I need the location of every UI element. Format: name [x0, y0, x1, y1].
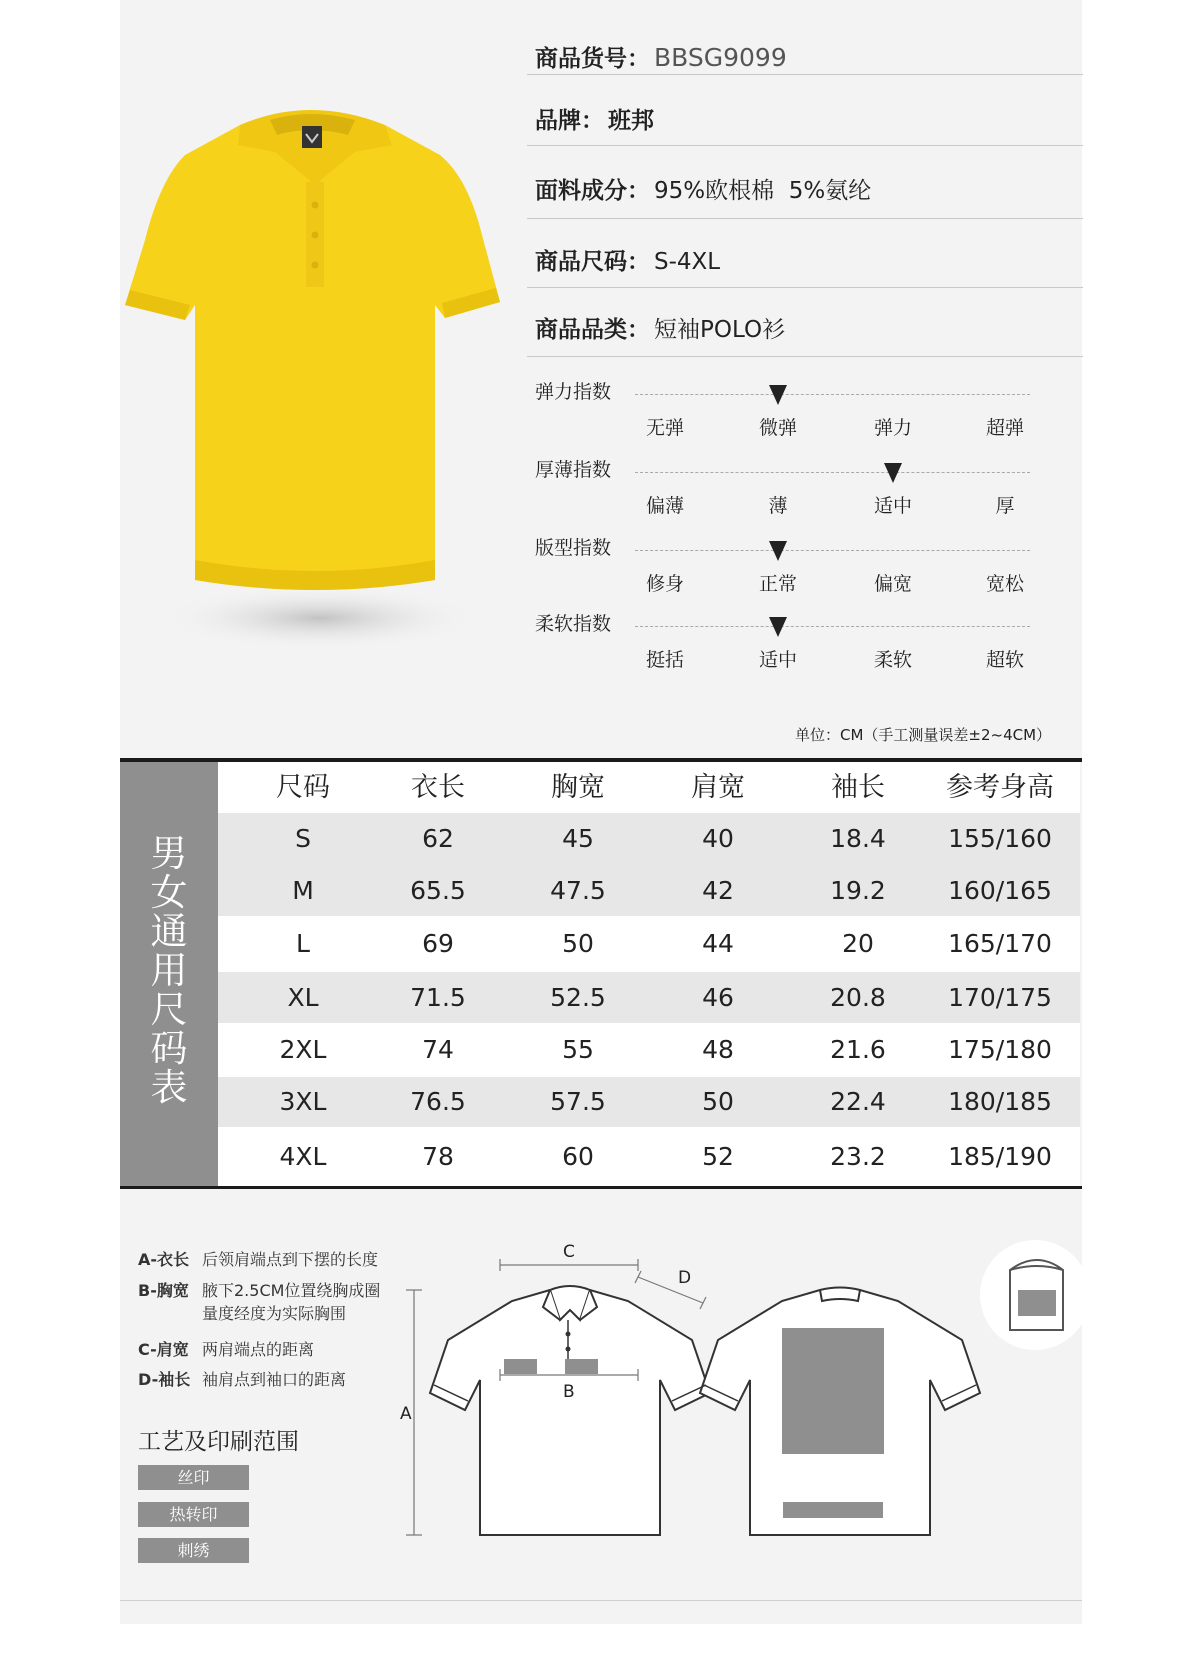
index-scale-line: [635, 394, 1030, 395]
bottom-divider: [120, 1600, 1082, 1601]
index-option: 薄: [768, 495, 788, 517]
table-cell: 19.2: [830, 876, 886, 905]
spec-divider: [527, 356, 1083, 357]
table-cell: 52.5: [550, 983, 606, 1012]
table-header-cell: 胸宽: [551, 772, 605, 803]
table-cell: 65.5: [410, 876, 466, 905]
table-cell: 50: [702, 1087, 734, 1116]
table-cell: 21.6: [830, 1035, 886, 1064]
table-row: [218, 1077, 1080, 1127]
diagram-label-a: A: [400, 1404, 412, 1424]
table-cell: 57.5: [550, 1087, 606, 1116]
index-option: 弹力: [873, 417, 912, 439]
table-cell: M: [292, 876, 314, 905]
table-cell: 20.8: [830, 983, 886, 1012]
index-pointer-icon: [769, 385, 787, 405]
measure-note-key: A-衣长: [138, 1250, 190, 1269]
table-header-cell: 肩宽: [691, 772, 745, 803]
table-row: [218, 865, 1080, 916]
yellow-polo-shirt-image: [120, 90, 510, 670]
print-area-back: [782, 1328, 884, 1454]
index-option: 挺括: [645, 649, 684, 671]
measure-note-c: [138, 1338, 314, 1361]
spec-item-no-label: 商品货号：: [535, 46, 650, 72]
spec-item-no-value: BBSG9099: [654, 43, 787, 72]
index-option: 适中: [758, 649, 797, 671]
table-cell: 44: [702, 929, 734, 958]
table-side-title: [120, 834, 218, 1107]
index-option: 修身: [645, 573, 684, 595]
spec-brand: [535, 102, 1083, 142]
print-area-back-hem: [783, 1502, 883, 1518]
table-row: [218, 813, 1080, 865]
table-cell: 60: [562, 1142, 594, 1171]
table-cell: 2XL: [279, 1035, 327, 1064]
table-header-cell: 衣长: [411, 772, 465, 803]
table-header-cell: 袖长: [831, 772, 885, 803]
table-cell: 165/170: [948, 929, 1052, 958]
index-option: 微弹: [758, 417, 797, 439]
index-label: 厚薄指数: [535, 459, 612, 481]
craft-title: 工艺及印刷范围: [138, 1429, 299, 1455]
spec-size-value: S-4XL: [654, 249, 721, 275]
table-cell: 22.4: [830, 1087, 886, 1116]
table-cell: 74: [422, 1035, 454, 1064]
table-cell: 175/180: [948, 1035, 1052, 1064]
craft-method-silkscreen: 丝印: [138, 1465, 249, 1490]
index-option: 厚: [995, 495, 1015, 517]
measure-note-text-group: [202, 1279, 380, 1325]
index-pointer-icon: [884, 463, 902, 483]
index-option: 柔软: [873, 649, 912, 671]
measure-note-text: 量度经度为实际胸围: [202, 1304, 347, 1323]
side-title-char: 尺: [150, 988, 188, 1031]
index-label: 版型指数: [535, 537, 612, 559]
table-cell: 18.4: [830, 824, 886, 853]
table-cell: 170/175: [948, 983, 1052, 1012]
side-title-char: 码: [150, 1027, 188, 1070]
spec-category-label: 商品品类：: [535, 317, 650, 343]
table-cell: 47.5: [550, 876, 606, 905]
table-cell: 4XL: [279, 1142, 327, 1171]
index-option: 宽松: [985, 573, 1024, 595]
table-row: [218, 1127, 1080, 1186]
spec-fabric: [535, 172, 1083, 212]
measure-note-text: 腋下2.5CM位置绕胸成圈: [202, 1281, 381, 1300]
spec-size: [535, 243, 1083, 283]
index-option: 偏宽: [873, 573, 912, 595]
diagram-label-d: D: [678, 1268, 692, 1288]
neck-label-thumbnail: [975, 1240, 1083, 1350]
table-cell: 23.2: [830, 1142, 886, 1171]
table-cell: 76.5: [410, 1087, 466, 1116]
table-cell: 20: [842, 929, 874, 958]
table-cell: 180/185: [948, 1087, 1052, 1116]
index-pointer-icon: [769, 617, 787, 637]
table-cell: 46: [702, 983, 734, 1012]
table-cell: 52: [702, 1142, 734, 1171]
print-area-left-chest: [504, 1359, 537, 1374]
craft-method-heat-transfer: 热转印: [138, 1502, 249, 1527]
measure-note-text: 后领肩端点到下摆的长度: [202, 1250, 379, 1269]
diagram-label-b: B: [563, 1382, 575, 1402]
print-area-neck-label: [1018, 1290, 1056, 1316]
index-option: 超软: [985, 649, 1024, 671]
index-option: 适中: [873, 495, 912, 517]
measure-note-d: [138, 1368, 346, 1391]
table-cell: 3XL: [279, 1087, 327, 1116]
measure-note-b: [138, 1279, 380, 1325]
table-row: [218, 972, 1080, 1023]
table-cell: 45: [562, 824, 594, 853]
spec-fabric-value: 95%欧根棉 5%氨纶: [654, 178, 872, 204]
table-cell: 55: [562, 1035, 594, 1064]
unit-note: 单位：CM（手工测量误差±2~4CM）: [795, 726, 1052, 744]
index-option: 无弹: [645, 417, 684, 439]
table-cell: 62: [422, 824, 454, 853]
shirt-measurement-diagram: [400, 1235, 1010, 1545]
table-cell: 71.5: [410, 983, 466, 1012]
table-bottom-rule: [120, 1186, 1082, 1189]
index-scale-line: [635, 550, 1030, 551]
print-area-right-chest: [565, 1359, 598, 1374]
measure-note-text: 袖肩点到袖口的距离: [202, 1370, 347, 1389]
index-scale-line: [635, 472, 1030, 473]
index-scale-line: [635, 626, 1030, 627]
side-title-char: 男: [150, 832, 188, 875]
table-header-cell: 尺码: [276, 772, 330, 803]
index-option: 偏薄: [645, 495, 684, 517]
spec-brand-label: 品牌：: [535, 108, 604, 134]
table-cell: 48: [702, 1035, 734, 1064]
table-cell: S: [295, 824, 311, 853]
table-cell: L: [296, 929, 310, 958]
diagram-label-c: C: [563, 1242, 575, 1262]
index-option: 超弹: [985, 417, 1024, 439]
spec-brand-value: 班邦: [608, 108, 654, 134]
side-title-char: 通: [150, 910, 188, 953]
table-cell: 42: [702, 876, 734, 905]
spec-divider: [527, 218, 1083, 219]
table-cell: 40: [702, 824, 734, 853]
table-cell: 50: [562, 929, 594, 958]
side-title-char: 用: [150, 949, 188, 992]
index-option: 正常: [758, 573, 797, 595]
index-pointer-icon: [769, 541, 787, 561]
measure-note-key: B-胸宽: [138, 1281, 189, 1300]
table-cell: 185/190: [948, 1142, 1052, 1171]
table-row: [218, 916, 1080, 972]
table-cell: 155/160: [948, 824, 1052, 853]
table-header-row: [218, 762, 1080, 813]
table-cell: 78: [422, 1142, 454, 1171]
table-cell: 160/165: [948, 876, 1052, 905]
spec-size-label: 商品尺码：: [535, 249, 650, 275]
spec-fabric-label: 面料成分：: [535, 178, 650, 204]
spec-category-value: 短袖POLO衫: [654, 317, 786, 343]
table-header-cell: 参考身高: [946, 772, 1054, 803]
craft-method-embroidery: 刺绣: [138, 1538, 249, 1563]
table-cell: 69: [422, 929, 454, 958]
spec-divider: [527, 74, 1083, 75]
index-label: 弹力指数: [535, 381, 612, 403]
side-title-char: 表: [150, 1066, 188, 1109]
measure-note-a: [138, 1248, 378, 1271]
measure-note-text: 两肩端点的距离: [202, 1340, 315, 1359]
spec-divider: [527, 145, 1083, 146]
index-label: 柔软指数: [535, 613, 612, 635]
table-side-bar: [120, 762, 218, 1186]
spec-divider: [527, 287, 1083, 288]
spec-category: [535, 311, 1083, 351]
table-row: [218, 1023, 1080, 1077]
measure-note-key: D-袖长: [138, 1370, 191, 1389]
table-cell: XL: [287, 983, 319, 1012]
side-title-char: 女: [150, 871, 188, 914]
measure-note-key: C-肩宽: [138, 1340, 189, 1359]
